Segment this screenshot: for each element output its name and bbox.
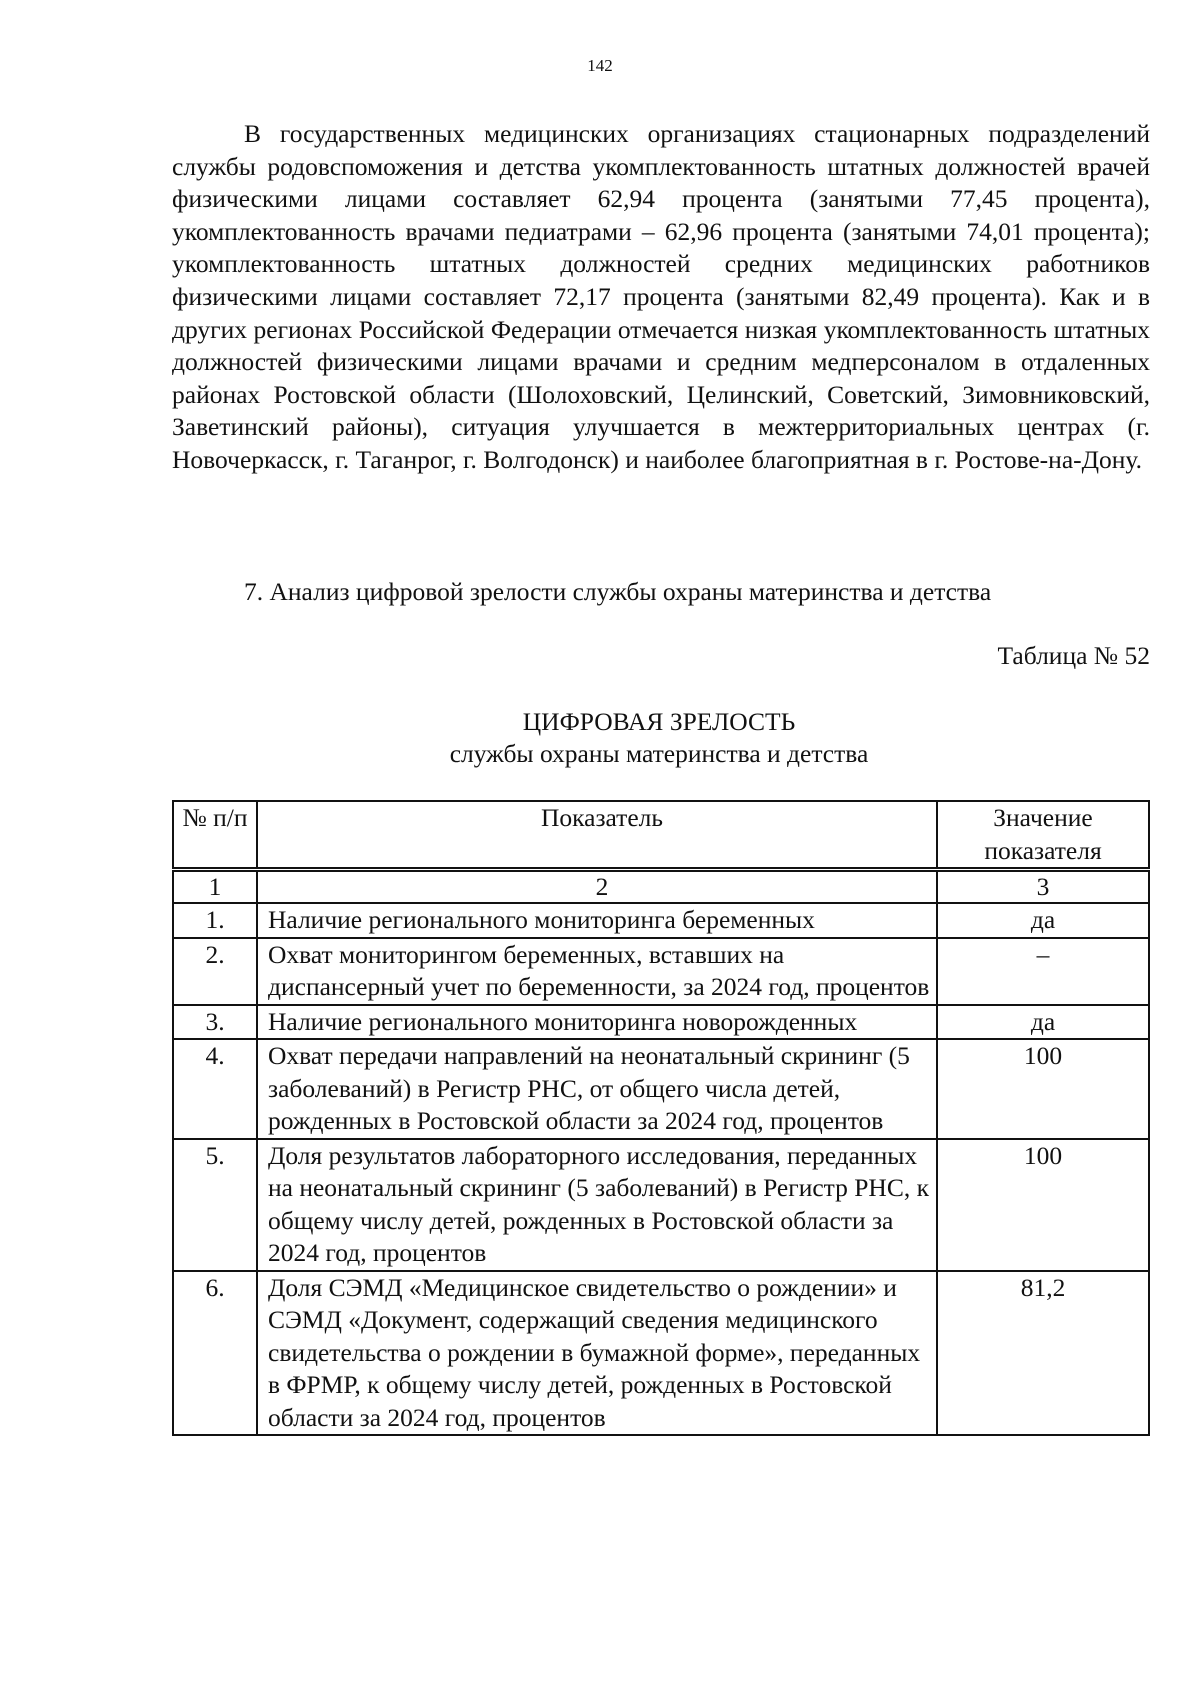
row-value: – xyxy=(937,938,1149,1005)
row-num: 6. xyxy=(173,1271,257,1436)
table-header-row xyxy=(173,801,1149,870)
row-indicator: Охват передачи направлений на неонатальный скрининг (5 заболеваний) в Регистр РНС, от общего числа детей, рожденных в Ростовской области за 2024 год, процентов xyxy=(257,1039,937,1139)
table-row xyxy=(173,903,1149,938)
table-row xyxy=(173,1139,1149,1271)
header-value: Значение показателя xyxy=(937,801,1149,870)
row-value: 81,2 xyxy=(937,1271,1149,1436)
row-value: да xyxy=(937,903,1149,938)
row-value: 100 xyxy=(937,1039,1149,1139)
digital-maturity-table xyxy=(172,800,1150,1436)
body-paragraph: В государственных медицинских организациях стационарных подразделений службы родовспоможения и детства укомплектованность штатных должностей врачей физическими лицами составляет 62,94 процента (занятыми 77,45 процента), укомплектованность врачами педиатрами – 62,96 процента (занятыми 74,01 процента); укомплектованность штатных должностей средних медицинских работников физическими лицами составляет 72,17 процента (занятыми 82,49 процента). Как и в других регионах Российской Федерации отмечается низкая укомплектованность штатных должностей физическими лицами врачами и средним медперсоналом в отдаленных районах Ростовской области (Шолоховский, Целинский, Советский, Зимовниковский, Заветинский районы), ситуация улучшается в межтерриториальных центрах (г. Новочеркасск, г. Таганрог, г. Волгодонск) и наиболее благоприятная в г. Ростове-на-Дону. xyxy=(172,119,1150,474)
table-title: ЦИФРОВАЯ ЗРЕЛОСТЬ xyxy=(522,707,796,736)
column-numbers-row xyxy=(173,870,1149,904)
table-row xyxy=(173,1005,1149,1040)
row-indicator: Доля СЭМД «Медицинское свидетельство о рождении» и СЭМД «Документ, содержащий сведения медицинского свидетельства о рождении в бумажной форме», переданных в ФРМР, к общему числу детей, рожденных в Ростовской области за 2024 год, процентов xyxy=(257,1271,937,1436)
row-value: да xyxy=(937,1005,1149,1040)
table-number: Таблица № 52 xyxy=(997,641,1150,670)
table-row xyxy=(173,1039,1149,1139)
row-indicator: Наличие регионального мониторинга беременных xyxy=(257,903,937,938)
header-indicator: Показатель xyxy=(257,801,937,870)
row-num: 3. xyxy=(173,1005,257,1040)
column-number-3: 3 xyxy=(937,870,1149,904)
row-num: 2. xyxy=(173,938,257,1005)
row-indicator: Доля результатов лабораторного исследования, переданных на неонатальный скрининг (5 заболеваний) в Регистр РНС, к общему числу детей, рожденных в Ростовской области за 2024 год, процентов xyxy=(257,1139,937,1271)
table-row xyxy=(173,938,1149,1005)
table-row xyxy=(173,1271,1149,1436)
row-num: 4. xyxy=(173,1039,257,1139)
row-num: 1. xyxy=(173,903,257,938)
page-number: 142 xyxy=(587,56,613,75)
section-heading: 7. Анализ цифровой зрелости службы охраны материнства и детства xyxy=(244,577,992,606)
table-subtitle: службы охраны материнства и детства xyxy=(449,739,869,768)
row-indicator: Наличие регионального мониторинга новорожденных xyxy=(257,1005,937,1040)
row-num: 5. xyxy=(173,1139,257,1271)
row-indicator: Охват мониторингом беременных, вставших на диспансерный учет по беременности, за 2024 год, процентов xyxy=(257,938,937,1005)
column-number-2: 2 xyxy=(257,870,937,904)
column-number-1: 1 xyxy=(173,870,257,904)
header-num: № п/п xyxy=(173,801,257,870)
row-value: 100 xyxy=(937,1139,1149,1271)
